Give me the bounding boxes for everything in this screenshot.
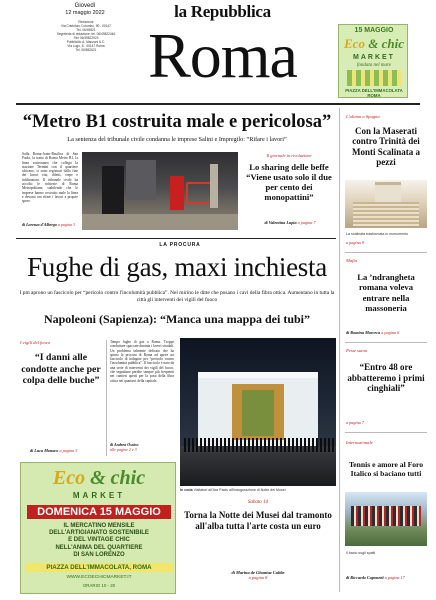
metro-photo [82, 152, 238, 230]
procura-headline[interactable]: Fughe di gas, maxi inchiesta [27, 252, 327, 282]
lead-page-ref: a pagina 3 [57, 222, 76, 227]
right-story4-byline[interactable] [346, 575, 428, 580]
right-story4-page: a pagina 17 [384, 575, 405, 580]
right-story3-kicker: Peste suina [346, 348, 368, 353]
bottom-ad-brand: Eco & chic [52, 467, 146, 489]
procura-rule [16, 238, 336, 239]
musei-author: di Marina de Ghantuz Cubbe [231, 570, 285, 575]
ad-brand: Eco & chic [344, 36, 404, 51]
lead-subhead: La sentenza del tribunale civile condanna le imprese Salini e Impregilo: “Rifare i lavori” [67, 136, 287, 143]
bottom-ad-place: PIAZZA DELL'IMMACOLATA, ROMA [25, 563, 173, 572]
procura-left-page: a pagina 3 [59, 448, 78, 453]
bottom-ad-site: WWW.ECOECHICMARKET.IT [66, 575, 132, 580]
procura-body: Tempo fughe di gas a Roma. Troppe condutture spaccate durante i lavori stradali. Un problema talmente delicato che ha spinto la procura di Roma ad aprire un fascicolo di indagine per “pericolo contro l'incolumità pubblica”. Il fascicolo è nato da una serie di interventi dei vigili del fuoco, che segnalano perdite sempre più frequenti nei cantieri aperti per la posa della fibra ottica nei quartieri della capitale. [110, 340, 174, 383]
date-day: Giovedì [74, 3, 96, 9]
ad-market: MARKET [353, 54, 395, 61]
right-story2-headline[interactable]: La ’ndrangheta romana voleva entrare nella massoneria [357, 272, 415, 314]
right-story4-caption: Il bacio sugli spalti [346, 551, 376, 555]
procura-left-author: di Luca Monaco [30, 448, 59, 453]
right-divider-1 [345, 252, 427, 253]
procura-body-author: di Andrea Ossino [110, 442, 139, 447]
procura-body-byline[interactable] [110, 442, 178, 452]
musei-kicker: Sabato 14 [247, 500, 269, 505]
masthead-rule [16, 103, 420, 105]
spot-author: di Valentina Lupia [264, 220, 297, 225]
tennis-photo [345, 492, 427, 546]
procura-left-kicker: I vigili del fuoco [20, 340, 51, 345]
procura-body-page: alle pagine 2 e 3 [110, 447, 137, 452]
ad-tagline: fondata nel mare [357, 63, 391, 68]
newspaper-brand: la Repubblica [174, 2, 271, 21]
procura-label: LA PROCURA [159, 242, 201, 248]
bottom-ad-hours: ORARIO 10 - 20 [82, 583, 116, 588]
musei-byline[interactable] [180, 570, 336, 580]
bottom-ad-text: IL MERCATINO MENSILE DELL'ARTIGIANATO SOSTENIBILE E DEL VINTAGE CHIC NELL'ANIMA DEL QUARTIERE DI SAN LORENZO [49, 523, 149, 558]
right-story2-author: di Romina Marceca [346, 330, 381, 335]
procura-left-headline[interactable]: “I danni alle condotte anche per colpa delle buche” [21, 352, 101, 386]
procura-left-byline[interactable] [30, 448, 106, 453]
spot-byline[interactable] [244, 220, 336, 225]
spot-kicker: Il giornale in rivoluzione [266, 153, 312, 158]
ara-pacis-caption [180, 488, 340, 492]
edition-title: Roma [148, 20, 297, 91]
right-story3-page: a pagina 7 [346, 420, 364, 425]
spot-headline[interactable]: Lo sharing delle beffe “Viene usato solo il due per cento dei monopattini” [246, 162, 332, 202]
right-column-divider [339, 108, 340, 592]
procura-col-divider [106, 340, 107, 456]
right-story4-headline[interactable]: Tennis e amore al Foro Italico si baciano tutti [348, 460, 424, 478]
bottom-ad-date: DOMENICA 15 MAGGIO [27, 505, 171, 519]
lead-author: di Lorenzo d'Albergo [22, 222, 57, 227]
caption-label: In coda [180, 488, 193, 492]
ad-place: PIAZZA DELL'IMMACOLATA ROMA [345, 88, 403, 98]
spot-page-ref: a pagina 7 [297, 220, 316, 225]
right-story1-page: a pagina 9 [346, 240, 364, 245]
bottom-ad-market: MARKET [72, 491, 126, 500]
right-story2-byline[interactable] [346, 330, 428, 335]
musei-page: a pagina 8 [248, 575, 268, 580]
caption-text: Visitatori all'Ara Pacis all'inaugurazione di Notte dei Musei [193, 488, 286, 492]
ara-pacis-photo [180, 338, 336, 486]
masthead-contacts: Redazione Via Cristoforo Colombo, 90 - 00147 Tel. 06/49821 Segreteria di redazione: tel. 06/49822446 Fax 06/49822923 Pubblicità: A. Manzoni & C. Via Lugo, 8 - 00147 Roma Tel. 06/852621 [56, 20, 116, 52]
right-divider-3 [345, 432, 427, 433]
trinita-photo [345, 180, 427, 228]
right-story3-headline[interactable]: “Entro 48 ore abbatteremo i primi cinghiali” [347, 362, 425, 394]
right-story1-kicker: L'ultima a Spagna [346, 114, 380, 119]
date-full: 12 maggio 2022 [65, 10, 105, 16]
lead-body: Sulla Roma-Jonio-Basilica di San Paolo, la tratta di Roma Metro B1, la linea sotterranea che collega la stazione Termini con il quartiere africano, si sono registrati dalla fine dei lavori vizi, difetti, crepe e infiltrazioni. Il tribunale civile ha accolto le richieste di Roma Metropolitane, stabilendo che le imprese hanno costruito male la linea e devono ora rifare i lavori a proprie spese. [22, 152, 78, 204]
right-divider-2 [345, 342, 427, 343]
right-story1-caption: La scalinata trasformata in monumento [346, 232, 409, 236]
ad-date: 15 MAGGIO [354, 27, 394, 34]
top-ad-banner[interactable] [338, 24, 408, 98]
bottom-ad-banner[interactable] [20, 462, 176, 594]
procura-deck: I pm aprono un fascicolo per “pericolo contro l'incolumità pubblica”. Nel mirino le ditte che posano i cavi della fibra ottica. Aumentano in tutta la città gli interventi dei vigili del fuoco [19, 290, 335, 303]
right-story2-kicker: Mafia [346, 258, 357, 263]
ad-illustration [347, 70, 401, 86]
right-story4-author: di Riccardo Caponetti [346, 575, 384, 580]
right-story4-kicker: Internazionale [346, 440, 373, 445]
procura-quote[interactable]: Napoleoni (Sapienza): “Manca una mappa dei tubi” [43, 312, 311, 326]
musei-headline[interactable]: Torna la Notte dei Musei dal tramonto all'alba tutta l'arte costa un euro [184, 510, 332, 531]
right-story1-headline[interactable]: Con la Maserati contro Trinità dei Monti Scalinata a pezzi [351, 126, 420, 168]
right-story2-page: a pagina 6 [381, 330, 400, 335]
lead-headline[interactable]: “Metro B1 costruita male e pericolosa” [22, 112, 332, 132]
